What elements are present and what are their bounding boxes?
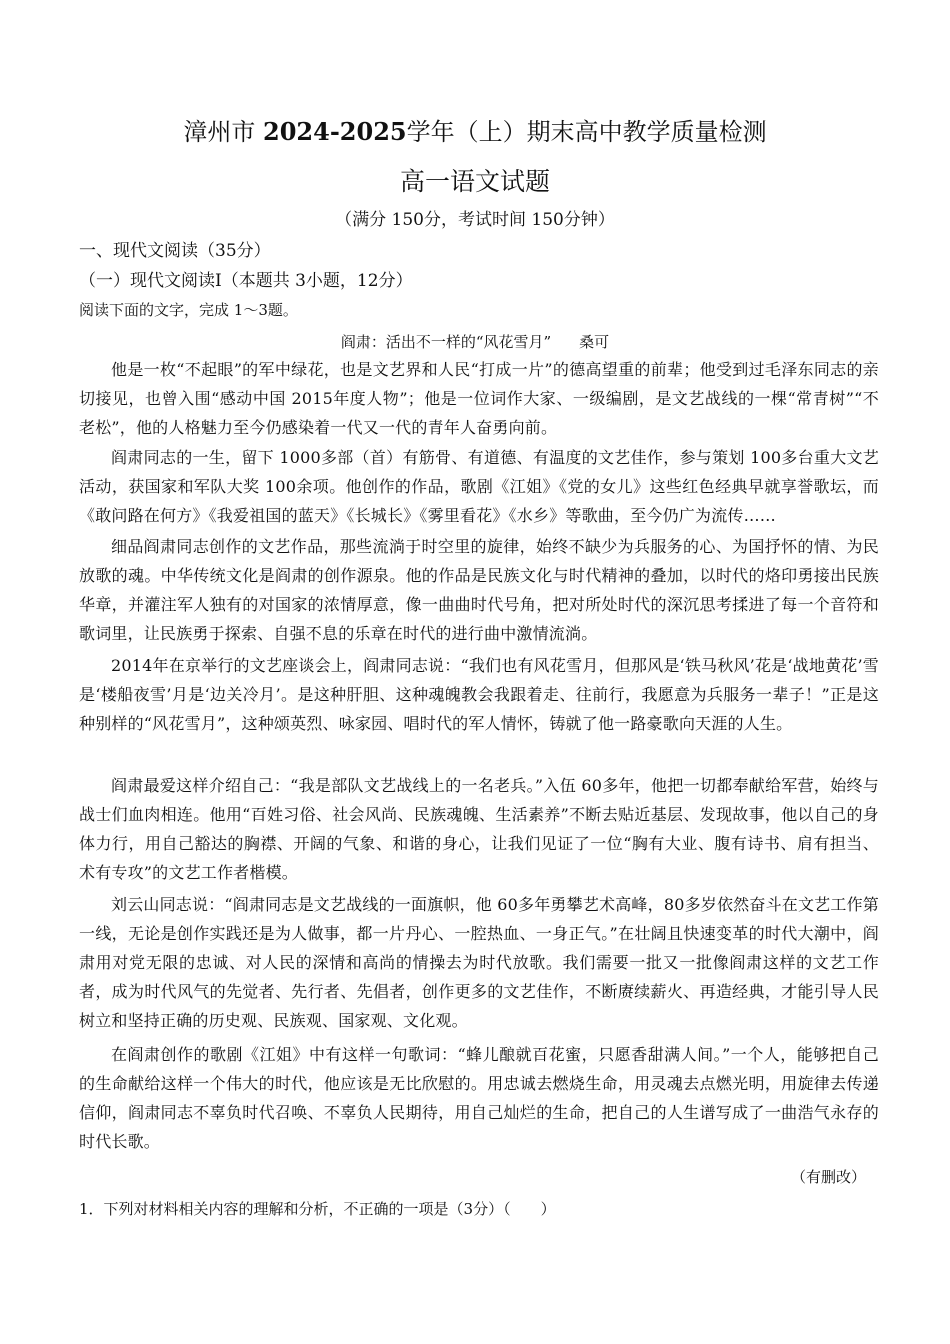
article-paragraph-3: 细品阎肃同志创作的文艺作品，那些流淌于时空里的旋律，始终不缺少为兵服务的心、为国抒怀的情、为民放歌的魂。中华传统文化是阎肃的创作源泉。他的作品是民族文化与时代精神的叠加，以时代的烙印勇接出民族华章，并灌注军人独有的对国家的浓情厚意，像一曲曲时代号角，把对所处时代的深沉思考揉进了每一个音符和歌词里，让民族勇于探索、自强不息的乐章在时代的进行曲中激情流淌。 [79,537,879,643]
exam-title-suffix: 学年（上）期末高中教学质量检测 [406,118,767,146]
article-paragraph-5: 阎肃最爱这样介绍自己：“我是部队文艺战线上的一名老兵。”入伍 60多年，他把一切都奉献给军营，始终与战士们血肉相连。他用“百姓习俗、社会风尚、民族魂魄、生活素养”不断去贴近基层、发现故事，他以自己的身体力行，用自己豁达的胸襟、开阔的气象、和谐的身心，让我们见证了一位“胸有大业、腹有诗书、肩有担当、术有专攻”的文艺工作者楷模。 [79,776,879,882]
article-paragraph-4: 2014年在京举行的文艺座谈会上，阎肃同志说：“我们也有风花雪月，但那风是‘铁马秋风’花是‘战地黄花’雪是‘楼船夜雪’月是‘边关冷月’。是这种肝胆、这种魂魄教会我跟着走、往前行，我愿意为兵服务一辈子！”正是这种别样的“风花雪月”，这种颂英烈、咏家园、唱时代的军人情怀，铸就了他一路豪歌向天涯的人生。 [79,656,879,733]
article-paragraph-6: 刘云山同志说：“阎肃同志是文艺战线的一面旗帜，他 60多年勇攀艺术高峰，80多岁依然奋斗在文艺工作第一线，无论是创作实践还是为人做事，都一片丹心、一腔热血、一身正气。”在壮阔且快速变革的时代大潮中，阎肃用对党无限的忠诚、对人民的深情和高尚的情操去为时代放歌。我们需要一批又一批像阎肃这样的文艺工作者，成为时代风气的先觉者、先行者、先倡者，创作更多的文艺佳作，不断赓续薪火、再造经典，才能引导人民树立和坚持正确的历史观、民族观、国家观、文化观。 [79,895,879,1030]
exam-title-year: 2024-2025 [263,117,407,146]
revision-note: （有删改） [790,1168,866,1186]
question-1: 1．下列对材料相关内容的理解和分析，不正确的一项是（3分）（ ） [79,1200,556,1218]
article-title-line [0,328,950,357]
section-heading: 一、现代文阅读（35分） [79,241,271,261]
article-paragraph-2: 阎肃同志的一生，留下 1000多部（首）有筋骨、有道德、有温度的文艺佳作，参与策划 100多台重大文艺活动，获国家和军队大奖 100余项。他创作的作品，歌剧《江姐》《党的女儿》这些红色经典早就享誉歌坛，而《敢问路在何方》《我爱祖国的蓝天》《长城长》《雾里看花》《水乡》等歌曲，至今仍广为流传…… [79,448,879,525]
article-paragraph-7: 在阎肃创作的歌剧《江姐》中有这样一句歌词：“蜂儿酿就百花蜜，只愿香甜满人间。”一个人，能够把自己的生命献给这样一个伟大的时代，他应该是无比欣慰的。用忠诚去燃烧生命，用灵魂去点燃光明，用旋律去传递信仰，阎肃同志不辜负时代召唤、不辜负人民期待，用自己灿烂的生命，把自己的人生谱写成了一曲浩气永存的时代长歌。 [79,1045,879,1151]
article-title: 阎肃：活出不一样的“风花雪月” [340,333,552,351]
article-author: 桑可 [579,333,610,351]
article-paragraph-1: 他是一枚“不起眼”的军中绿花，也是文艺界和人民“打成一片”的德高望重的前辈；他受到过毛泽东同志的亲切接见，也曾入围“感动中国 2015年度人物”；他是一位词作大家、一级编剧，是文艺战线的一棵“常青树”“不老松”，他的人格魅力至今仍感染着一代又一代的青年人奋勇向前。 [79,360,879,437]
exam-info: （满分 150分，考试时间 150分钟） [335,210,615,230]
exam-title [0,116,950,148]
reading-instruction: 阅读下面的文字，完成 1～3题。 [79,301,298,319]
section-subheading: （一）现代文阅读Ⅰ（本题共 3小题，12分） [79,271,413,291]
exam-title-prefix: 漳州市 [183,118,256,146]
exam-subtitle: 高一语文试题 [399,167,550,196]
